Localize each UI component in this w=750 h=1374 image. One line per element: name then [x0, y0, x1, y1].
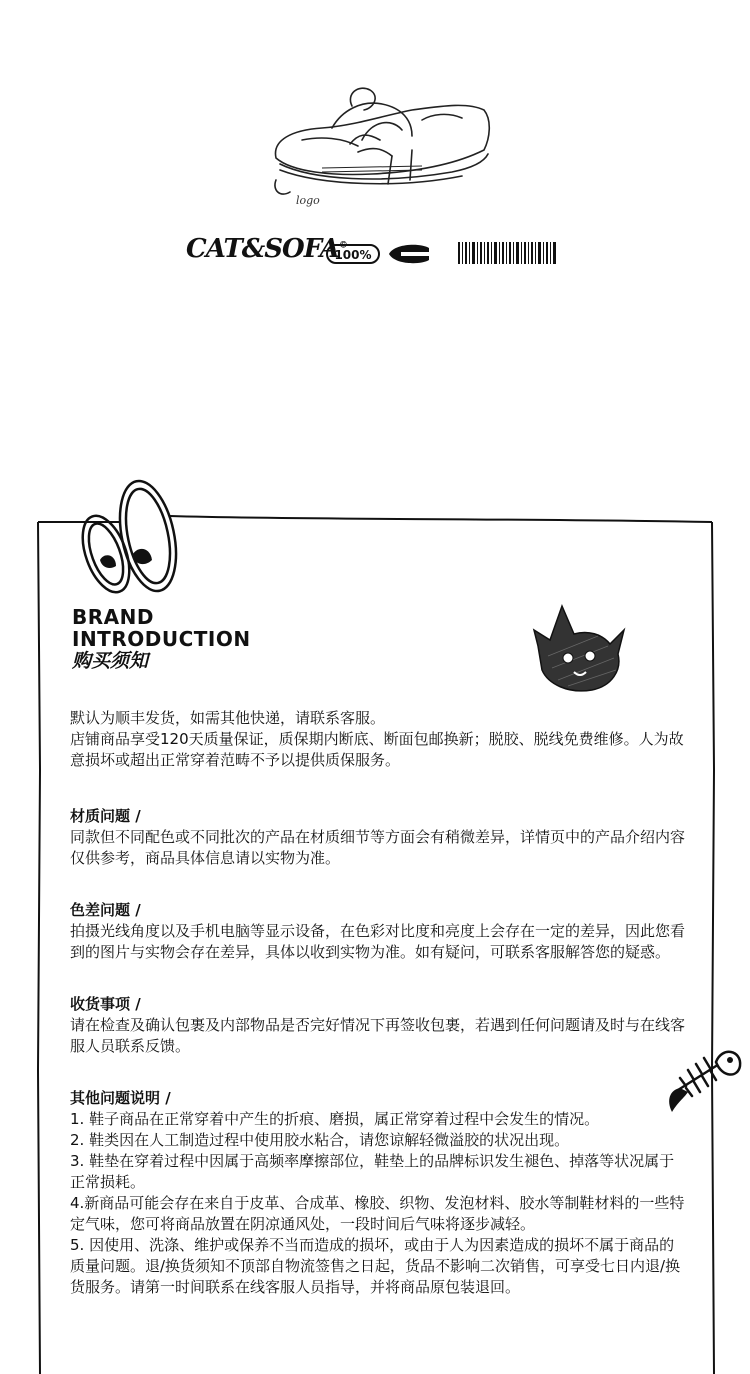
- section-title: 收货事项 /: [70, 994, 685, 1015]
- section-title: 其他问题说明 /: [70, 1088, 685, 1109]
- purchase-notice-content: [70, 708, 685, 1298]
- shoe-logo-note: logo: [296, 194, 320, 207]
- section-title: 色差问题 /: [70, 900, 685, 921]
- badge-text: 100%: [334, 248, 372, 262]
- section-title: 材质问题 /: [70, 806, 685, 827]
- brand-logo-row: [180, 232, 570, 276]
- heading-line-purchase-notice: 购买须知: [72, 650, 149, 672]
- section-color: [70, 900, 685, 963]
- intro-line: 默认为顺丰发货，如需其他快递，请联系客服。: [70, 709, 386, 727]
- section-line: 1. 鞋子商品在正常穿着中产生的折痕、磨损，属正常穿着过程中会发生的情况。: [70, 1110, 600, 1128]
- section-line: 2. 鞋类因在人工制造过程中使用胶水粘合，请您谅解轻微溢胶的状况出现。: [70, 1131, 570, 1149]
- section-material: [70, 806, 685, 869]
- section-line: 4.新商品可能会存在来自于皮革、合成革、橡胶、织物、发泡材料、胶水等制鞋材料的一些特定气味，您可将商品放置在阴凉通风处，一段时间后气味将逐步减轻。: [70, 1194, 685, 1233]
- heading-line-introduction: INTRODUCTION: [72, 627, 251, 651]
- heading-line-brand: BRAND: [72, 605, 154, 629]
- section-line: 同款但不同配色或不同批次的产品在材质细节等方面会有稍微差异，详情页中的产品介绍内容仅供参考，商品具体信息请以实物为准。: [70, 828, 686, 867]
- hundred-percent-badge: [325, 242, 435, 266]
- section-other: [70, 1088, 685, 1298]
- section-line: 5. 因使用、洗涤、维护或保养不当而造成的损坏，或由于人为因素造成的损坏不属于商品的质量问题。退/换货须知不顶部自物流签售之日起，货品不影响二次销售，可享受七日内退/换货服务。请第一时间联系在线客服人员指导，并将商品原包装退回。: [70, 1236, 681, 1296]
- section-receiving: [70, 994, 685, 1057]
- intro-line: 店铺商品享受120天质量保证，质保期内断底、断面包邮换新；脱胶、脱线免费维修。人为故意损坏或超出正常穿着范畴不予以提供质保服务。: [70, 730, 684, 769]
- section-line: 3. 鞋垫在穿着过程中因属于高频率摩擦部位，鞋垫上的品牌标识发生褪色、掉落等状况属于正常损耗。: [70, 1152, 675, 1191]
- brand-introduction-heading: [72, 606, 251, 672]
- scribble-cat-illustration: [528, 596, 628, 696]
- barcode-graphic: [458, 242, 556, 264]
- section-line: 拍摄光线角度以及手机电脑等显示设备，在色彩对比度和亮度上会存在一定的差异，因此您看到的图片与实物会存在差异，具体以收到实物为准。如有疑问，可联系客服解答您的疑惑。: [70, 922, 686, 961]
- section-line: 请在检查及确认包裹及内部物品是否完好情况下再签收包裹，若遇到任何问题请及时与在线客服人员联系反馈。: [70, 1016, 686, 1055]
- cartoon-eyes-illustration: [76, 476, 186, 606]
- shoe-sketch-illustration: [262, 80, 502, 212]
- brand-logo: CAT&SOFA©: [186, 234, 347, 264]
